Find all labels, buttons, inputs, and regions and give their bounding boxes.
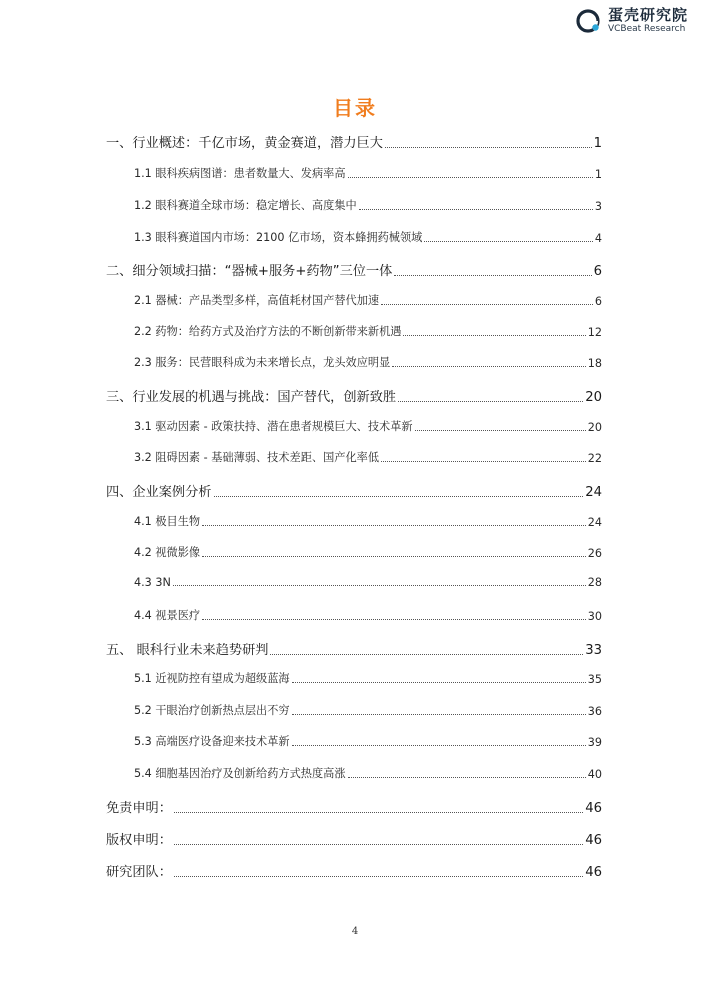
- dot-leader: [173, 585, 586, 586]
- toc-page-number: 39: [587, 736, 602, 749]
- toc-chapter-row[interactable]: [106, 386, 602, 405]
- toc-section-row[interactable]: [106, 323, 602, 339]
- dot-leader: [381, 304, 593, 305]
- dot-leader: [348, 177, 593, 178]
- dot-leader: [292, 682, 586, 683]
- toc-entry-title: 4.1 极目生物: [134, 515, 201, 528]
- toc-section-row[interactable]: [106, 292, 602, 308]
- toc-section-row[interactable]: [106, 544, 602, 560]
- dot-leader: [348, 777, 586, 778]
- toc-page-number: 1: [593, 136, 602, 151]
- toc-page-number: 22: [587, 452, 602, 465]
- toc-chapter-row[interactable]: [106, 639, 602, 658]
- toc-section-row[interactable]: [106, 733, 602, 749]
- dot-leader: [202, 525, 586, 526]
- dot-leader: [174, 844, 583, 845]
- toc-entry-title: 版权申明：: [106, 833, 172, 848]
- dot-leader: [202, 619, 586, 620]
- toc-entry-title: 5.2 干眼治疗创新热点层出不穷: [134, 704, 290, 717]
- logo-name-cn: 蛋壳研究院: [607, 6, 688, 24]
- toc-page-number: 35: [587, 673, 602, 686]
- toc-page-number: 28: [587, 576, 602, 589]
- toc-entry-title: 5.1 近视防控有望成为超级蓝海: [134, 672, 290, 685]
- toc-entry-title: 研究团队：: [106, 865, 172, 880]
- toc-page-number: 20: [587, 421, 602, 434]
- toc-title: 目录: [333, 96, 377, 120]
- toc-chapter-row[interactable]: [106, 861, 602, 880]
- toc-entry-title: 四、企业案例分析: [106, 485, 212, 500]
- toc-page-number: 26: [587, 547, 602, 560]
- toc-section-row[interactable]: [106, 418, 602, 434]
- dot-leader: [403, 335, 585, 336]
- dot-leader: [359, 209, 593, 210]
- toc-entry-title: 2.3 服务：民营眼科成为未来增长点，龙头效应明显: [134, 356, 391, 369]
- dot-leader: [415, 430, 586, 431]
- toc-page-number: 46: [585, 865, 602, 880]
- toc-entry-title: 4.4 视景医疗: [134, 609, 201, 622]
- toc-entry-title: 5.4 细胞基因治疗及创新给药方式热度高涨: [134, 767, 346, 780]
- toc-section-row[interactable]: [106, 513, 602, 529]
- toc-section-row[interactable]: [106, 354, 602, 370]
- toc-entry-title: 3.2 阻碍因素 - 基础薄弱、技术差距、国产化率低: [134, 451, 380, 464]
- toc-entry-title: 1.2 眼科赛道全球市场：稳定增长、高度集中: [134, 199, 357, 212]
- logo-name-en: VCBeat Research: [607, 24, 686, 34]
- dot-leader: [385, 147, 592, 148]
- dot-leader: [424, 241, 593, 242]
- toc-chapter-row[interactable]: [106, 132, 602, 151]
- dot-leader: [270, 654, 583, 655]
- toc-section-row[interactable]: [106, 607, 602, 623]
- toc-page-number: 12: [587, 326, 602, 339]
- toc-chapter-row[interactable]: [106, 260, 602, 279]
- toc-page-number: 4: [594, 232, 602, 245]
- toc-section-row[interactable]: [106, 449, 602, 465]
- dot-leader: [292, 714, 586, 715]
- toc-chapter-row[interactable]: [106, 829, 602, 848]
- toc-entry-title: 一、行业概述：千亿市场，黄金赛道，潜力巨大: [106, 136, 383, 151]
- toc-chapter-row[interactable]: [106, 797, 602, 816]
- toc-page-number: 6: [593, 264, 602, 279]
- toc-entry-title: 5.3 高端医疗设备迎来技术革新: [134, 735, 290, 748]
- dot-leader: [394, 275, 591, 276]
- toc-entry-title: 2.1 器械：产品类型多样，高值耗材国产替代加速: [134, 294, 380, 307]
- dot-leader: [174, 876, 583, 877]
- brand-logo: [576, 8, 688, 34]
- dot-leader: [392, 366, 585, 367]
- toc-page-number: 30: [587, 610, 602, 623]
- toc-chapter-row[interactable]: [106, 481, 602, 500]
- toc-entry-title: 免责申明：: [106, 801, 172, 816]
- toc-entry-title: 1.1 眼科疾病图谱：患者数量大、发病率高: [134, 167, 346, 180]
- toc-page-number: 18: [587, 357, 602, 370]
- toc-entry-title: 五、 眼科行业未来趋势研判: [106, 643, 269, 658]
- dot-leader: [214, 496, 584, 497]
- toc-entry-title: 二、细分领域扫描：“器械+服务+药物”三位一体: [106, 264, 393, 279]
- page-number: 4: [351, 926, 359, 937]
- toc-page-number: 24: [585, 485, 602, 500]
- toc-page-number: 40: [587, 768, 602, 781]
- toc-entry-title: 三、行业发展的机遇与挑战：国产替代，创新致胜: [106, 390, 397, 405]
- toc-page-number: 24: [587, 516, 602, 529]
- toc-entry-title: 2.2 药物：给药方式及治疗方法的不断创新带来新机遇: [134, 325, 402, 338]
- dot-leader: [381, 461, 586, 462]
- toc-section-row[interactable]: [106, 165, 602, 181]
- dot-leader: [292, 745, 586, 746]
- toc-entry-title: 4.2 视微影像: [134, 546, 201, 559]
- toc-page-number: 36: [587, 705, 602, 718]
- toc-entry-title: 4.3 3N: [134, 576, 171, 589]
- toc-page-number: 33: [585, 643, 602, 658]
- dot-leader: [174, 812, 583, 813]
- dot-leader: [202, 556, 586, 557]
- toc-page-number: 20: [585, 390, 602, 405]
- toc-section-row[interactable]: [106, 576, 602, 589]
- toc-section-row[interactable]: [106, 229, 602, 245]
- toc-entry-title: 3.1 驱动因素 - 政策扶持、潜在患者规模巨大、技术革新: [134, 420, 413, 433]
- toc-page-number: 46: [585, 801, 602, 816]
- vcbeat-logo-icon: [576, 8, 602, 34]
- toc-section-row[interactable]: [106, 197, 602, 213]
- toc-page-number: 46: [585, 833, 602, 848]
- toc-page-number: 3: [594, 200, 602, 213]
- dot-leader: [398, 401, 583, 402]
- toc-page-number: 1: [594, 168, 602, 181]
- toc-page-number: 6: [594, 295, 602, 308]
- toc-section-row[interactable]: [106, 765, 602, 781]
- toc-entry-title: 1.3 眼科赛道国内市场：2100 亿市场，资本蜂拥药械领域: [134, 231, 423, 244]
- toc-section-row[interactable]: [106, 670, 602, 686]
- toc-section-row[interactable]: [106, 702, 602, 718]
